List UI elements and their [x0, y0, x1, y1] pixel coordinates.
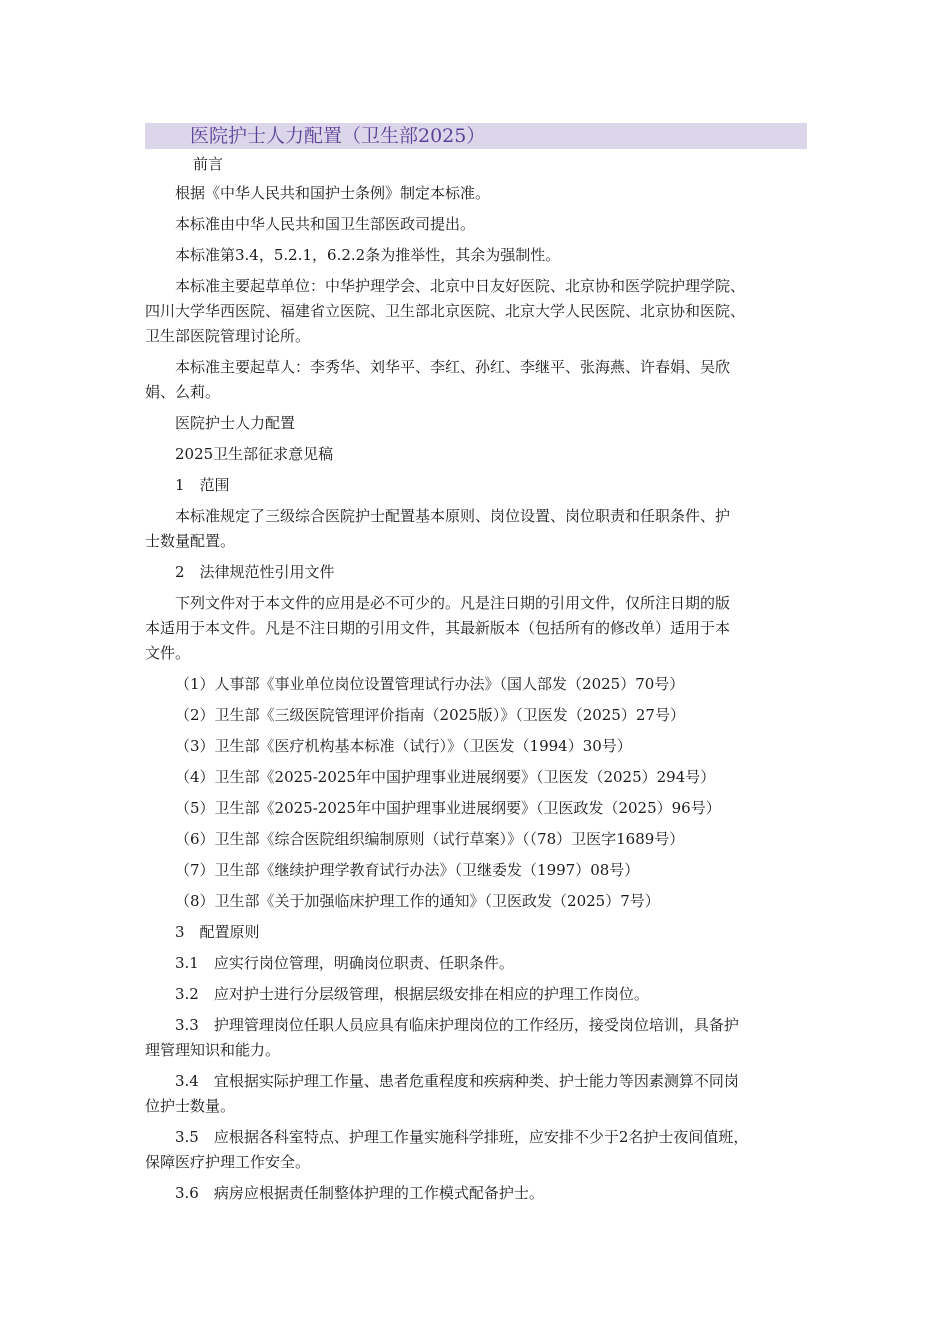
reference-item: （1）人事部《事业单位岗位设置管理试行办法》（国人部发（2025）70号）	[175, 675, 685, 693]
clause-line: 理管理知识和能力。	[145, 1041, 281, 1059]
paragraph-line: 根据《中华人民共和国护士条例》制定本标准。	[175, 184, 491, 202]
preface-heading: 前言	[193, 155, 224, 173]
paragraph-line: 医院护士人力配置	[175, 414, 296, 432]
section-heading: 1 范围	[175, 476, 230, 494]
paragraph-line: 文件。	[145, 644, 191, 662]
paragraph-line: 2025卫生部征求意见稿	[175, 445, 334, 463]
clause-line: 3.3 护理管理岗位任职人员应具有临床护理岗位的工作经历，接受岗位培训，具备护	[175, 1016, 739, 1034]
paragraph-line: 士数量配置。	[145, 532, 236, 550]
paragraph-line: 四川大学华西医院、福建省立医院、卫生部北京医院、北京大学人民医院、北京协和医院、	[145, 302, 746, 320]
reference-item: （6）卫生部《综合医院组织编制原则（试行草案）》（（78）卫医字1689号）	[175, 830, 685, 848]
clause-line: 3.6 病房应根据责任制整体护理的工作模式配备护士。	[175, 1184, 544, 1202]
reference-item: （5）卫生部《2025-2025年中国护理事业进展纲要》（卫医政发（2025）96号）	[175, 799, 721, 817]
paragraph-line: 卫生部医院管理讨论所。	[145, 327, 311, 345]
reference-item: （7）卫生部《继续护理学教育试行办法》（卫继委发（1997）08号）	[175, 861, 640, 879]
clause-line: 3.4 宜根据实际护理工作量、患者危重程度和疾病种类、护士能力等因素测算不同岗	[175, 1072, 739, 1090]
clause-line: 位护士数量。	[145, 1097, 236, 1115]
reference-item: （4）卫生部《2025-2025年中国护理事业进展纲要》（卫医发（2025）294号）	[175, 768, 716, 786]
section-heading: 3 配置原则	[175, 923, 260, 941]
reference-item: （3）卫生部《医疗机构基本标准（试行）》（卫医发（1994）30号）	[175, 737, 632, 755]
paragraph-line: 本标准第3.4，5.2.1，6.2.2条为推举性，其余为强制性。	[175, 246, 561, 264]
clause-line: 3.5 应根据各科室特点、护理工作量实施科学排班，应安排不少于2名护士夜间值班，	[175, 1128, 749, 1146]
paragraph-line: 本标准规定了三级综合医院护士配置基本原则、岗位设置、岗位职责和任职条件、护	[175, 507, 731, 525]
clause-line: 3.1 应实行岗位管理，明确岗位职责、任职条件。	[175, 954, 514, 972]
paragraph-line: 本标准由中华人民共和国卫生部医政司提出。	[175, 215, 476, 233]
paragraph-line: 娟、么莉。	[145, 383, 221, 401]
reference-item: （2）卫生部《三级医院管理评价指南（2025版）》（卫医发（2025）27号）	[175, 706, 685, 724]
title-bar	[145, 123, 807, 149]
paragraph-line: 本适用于本文件。凡是不注日期的引用文件，其最新版本（包括所有的修改单）适用于本	[145, 619, 731, 637]
clause-line: 3.2 应对护士进行分层级管理，根据层级安排在相应的护理工作岗位。	[175, 985, 649, 1003]
paragraph-line: 下列文件对于本文件的应用是必不可少的。凡是注日期的引用文件，仅所注日期的版	[175, 594, 731, 612]
section-heading: 2 法律规范性引用文件	[175, 563, 335, 581]
document-title: 医院护士人力配置（卫生部2025）	[190, 125, 486, 147]
clause-line: 保障医疗护理工作安全。	[145, 1153, 311, 1171]
paragraph-line: 本标准主要起草单位：中华护理学会、北京中日友好医院、北京协和医学院护理学院、	[175, 277, 746, 295]
paragraph-line: 本标准主要起草人：李秀华、刘华平、李红、孙红、李继平、张海燕、许春娟、吴欣	[175, 358, 731, 376]
reference-item: （8）卫生部《关于加强临床护理工作的通知》（卫医政发（2025）7号）	[175, 892, 660, 910]
